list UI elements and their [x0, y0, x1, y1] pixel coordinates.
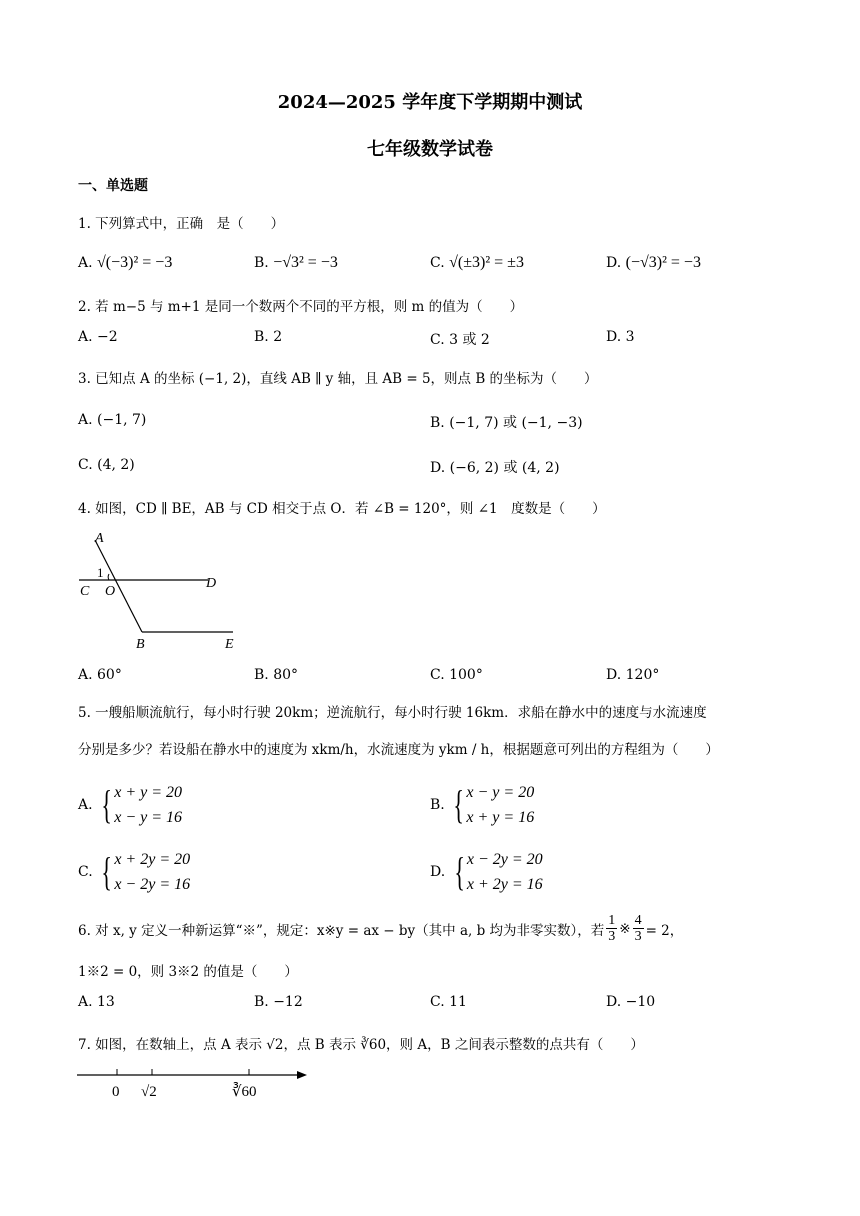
- label-1: 1: [97, 565, 104, 580]
- q6-option-d: D. −10: [606, 994, 656, 1010]
- q3-option-b: B. (−1, 7) 或 (−1, −3): [430, 415, 583, 431]
- q6-frac2-den: 3: [634, 929, 642, 944]
- q5-c-eq2: x − 2y = 16: [114, 876, 191, 893]
- q5-c-eq1: x + 2y = 20: [114, 851, 191, 868]
- q4-stem: 4. 如图，CD ∥ BE，AB 与 CD 相交于点 O．若 ∠B = 120°，则 ∠1 度数是（ ）: [78, 501, 606, 517]
- q1-stem: 1. 下列算式中，正确 是（ ）: [78, 216, 285, 232]
- q3-option-c: C. (4, 2): [78, 457, 135, 473]
- q5-option-c: C. { x + 2y = 20 x − 2y = 16: [78, 847, 190, 897]
- line-ab: [95, 540, 142, 632]
- q5-a-eq1: x + y = 20: [114, 784, 183, 801]
- q5-option-a: A. { x + y = 20 x − y = 16: [78, 780, 182, 830]
- q5-stem-line1: 5. 一艘船顺流航行，每小时行驶 20km；逆流航行，每小时行驶 16km．求船在静水中的速度与水流速度: [78, 705, 707, 721]
- q1-option-d: [606, 254, 701, 272]
- q1-option-a-label: A.: [78, 255, 93, 271]
- q4-option-c: C. 100°: [430, 667, 483, 683]
- q7-number-line: [75, 1062, 315, 1104]
- q6-option-b: B. −12: [254, 994, 303, 1010]
- q6-stem-line2: 1※2 = 0，则 3※2 的值是（ ）: [78, 964, 298, 980]
- q2-option-b: B. 2: [254, 329, 283, 345]
- q1-option-c: [430, 254, 524, 272]
- q5-option-b: B. { x − y = 20 x + y = 16: [430, 780, 534, 830]
- q6-fraction-1: [606, 913, 617, 944]
- q1-option-d-expr: (−√3)² = −3: [625, 254, 701, 271]
- q5-d-eq1: x − 2y = 20: [466, 851, 543, 868]
- q6-frac1-den: 3: [608, 929, 616, 944]
- q4-option-b: B. 80°: [254, 667, 299, 683]
- q5-stem-line2: 分别是多少？若设船在静水中的速度为 xkm/h，水流速度为 ykm / h，根据题意可列出的方程组为（ ）: [78, 742, 719, 758]
- tick-label-cbrt60: ∛60: [232, 1084, 257, 1100]
- q5-b-eq1: x − y = 20: [466, 784, 535, 801]
- q6-fraction-2: [633, 913, 644, 944]
- q2-stem: 2. 若 m−5 与 m+1 是同一个数两个不同的平方根，则 m 的值为（ ）: [78, 299, 524, 315]
- exam-title: 2024—2025 学年度下学期期中测试: [277, 92, 583, 113]
- q1-option-c-label: C.: [430, 255, 445, 271]
- q4-option-a: A. 60°: [78, 667, 122, 683]
- angle-1-arc: [108, 574, 109, 580]
- label-A: A: [95, 531, 104, 546]
- label-D: D: [206, 576, 217, 591]
- q4-geometry-figure: [75, 530, 245, 655]
- q2-option-d: D. 3: [606, 329, 635, 345]
- axis-arrow-icon: [297, 1071, 307, 1079]
- q6-stem-line1: [78, 913, 683, 944]
- q2-option-c: C. 3 或 2: [430, 332, 490, 348]
- q5-option-b-label: B.: [430, 797, 445, 813]
- q1-option-a: [78, 254, 172, 272]
- q3-option-d: D. (−6, 2) 或 (4, 2): [430, 460, 560, 476]
- q5-option-d: D. { x − 2y = 20 x + 2y = 16: [430, 847, 543, 897]
- tick-label-sqrt2: √2: [141, 1084, 157, 1100]
- label-O: O: [105, 584, 116, 599]
- tick-label-0: 0: [112, 1084, 120, 1100]
- q6-option-c: C. 11: [430, 994, 467, 1010]
- exam-subtitle: 七年级数学试卷: [367, 139, 493, 160]
- q3-option-a: A. (−1, 7): [78, 412, 147, 428]
- label-B: B: [136, 637, 145, 652]
- q7-stem: 7. 如图，在数轴上，点 A 表示 √2，点 B 表示 ∛60，则 A，B 之间表示整数的点共有（ ）: [78, 1037, 644, 1053]
- q1-option-b-expr: −√3² = −3: [273, 254, 338, 271]
- q3-stem: 3. 已知点 A 的坐标 (−1, 2)，直线 AB ∥ y 轴，且 AB = 5，则点 B 的坐标为（ ）: [78, 371, 598, 387]
- q6-stem-tail: = 2，: [645, 922, 684, 939]
- q5-a-eq2: x − y = 16: [114, 809, 183, 826]
- q5-option-c-label: C.: [78, 864, 93, 880]
- q5-option-d-label: D.: [430, 864, 446, 880]
- q6-frac1-num: 1: [608, 913, 616, 928]
- q1-option-a-expr: √(−3)² = −3: [97, 254, 173, 271]
- q1-option-b: [254, 254, 338, 272]
- q2-option-a: A. −2: [78, 329, 118, 345]
- q6-option-a: A. 13: [78, 994, 115, 1010]
- q5-d-eq2: x + 2y = 16: [466, 876, 543, 893]
- label-C: C: [80, 584, 90, 599]
- q6-operator: ※: [619, 920, 631, 937]
- section-heading: 一、单选题: [78, 178, 148, 194]
- q1-option-c-expr: √(±3)² = ±3: [449, 254, 524, 271]
- q5-b-eq2: x + y = 16: [466, 809, 535, 826]
- q5-option-a-label: A.: [78, 797, 93, 813]
- q1-option-d-label: D.: [606, 255, 622, 271]
- label-E: E: [225, 637, 234, 652]
- q6-stem-text: 6. 对 x, y 定义一种新运算“※”，规定：x※y = ax − by（其中 a, b 均为非零实数），若: [78, 922, 605, 939]
- q1-option-b-label: B.: [254, 255, 269, 271]
- q6-frac2-num: 4: [634, 913, 642, 928]
- q4-option-d: D. 120°: [606, 667, 660, 683]
